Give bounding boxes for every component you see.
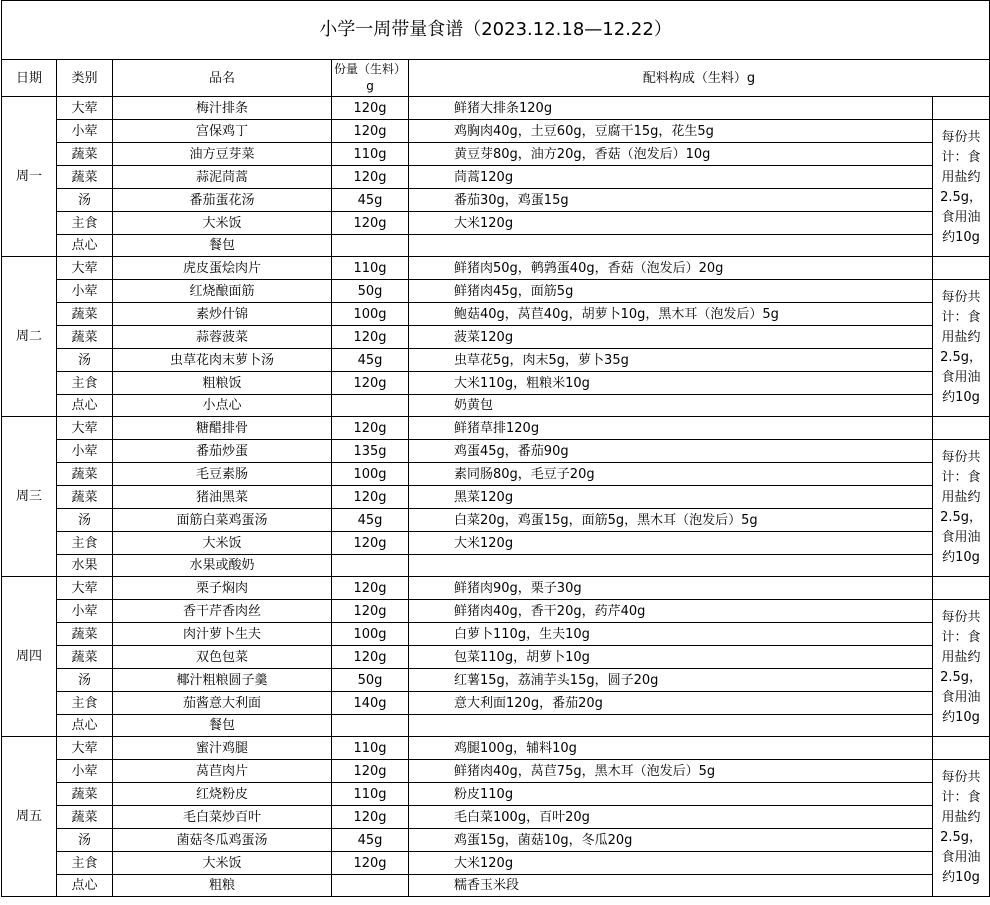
table-row — [2, 417, 990, 440]
dish-cell: 面筋白菜鸡蛋汤 — [113, 509, 332, 532]
dish-cell: 粗粮饭 — [113, 372, 332, 395]
table-row — [2, 349, 990, 372]
category-cell: 大荤 — [57, 417, 113, 440]
table-row — [2, 463, 990, 486]
dish-cell: 肉汁萝卜生夫 — [113, 623, 332, 646]
portion-cell: 120g — [332, 417, 409, 440]
portion-cell: 120g — [332, 97, 409, 120]
ingredients-cell: 大米120g — [409, 532, 933, 555]
table-row — [2, 166, 990, 189]
portion-cell: 120g — [332, 760, 409, 783]
dish-cell: 梅汁排条 — [113, 97, 332, 120]
portion-cell: 45g — [332, 509, 409, 532]
header-ingredients: 配料构成（生料）g — [409, 60, 990, 97]
table-row — [2, 486, 990, 509]
ingredients-cell: 毛白菜100g，百叶20g — [409, 806, 933, 829]
header-portion: 份量（生料）g — [332, 60, 409, 97]
ingredients-cell: 包菜110g，胡萝卜10g — [409, 646, 933, 669]
ingredients-cell: 鲜猪大排条120g — [409, 97, 933, 120]
portion-cell — [332, 555, 409, 577]
dish-cell: 餐包 — [113, 235, 332, 257]
ingredients-cell: 鲍菇40g，莴苣40g，胡萝卜10g，黑木耳（泡发后）5g — [409, 303, 933, 326]
category-cell: 蔬菜 — [57, 303, 113, 326]
portion-cell: 120g — [332, 212, 409, 235]
dish-cell: 粗粮 — [113, 875, 332, 897]
header-date: 日期 — [2, 60, 57, 97]
dish-cell: 香干芹香肉丝 — [113, 600, 332, 623]
category-cell: 点心 — [57, 395, 113, 417]
ingredients-cell: 黄豆芽80g，油方20g，香菇（泡发后）10g — [409, 143, 933, 166]
table-row — [2, 783, 990, 806]
portion-cell: 45g — [332, 829, 409, 852]
category-cell: 小荤 — [57, 600, 113, 623]
ingredients-cell: 鸡蛋15g，菌菇10g，冬瓜20g — [409, 829, 933, 852]
ingredients-cell: 鲜猪肉40g，香干20g，药芹40g — [409, 600, 933, 623]
portion-cell: 120g — [332, 806, 409, 829]
dish-cell: 毛豆素肠 — [113, 463, 332, 486]
dish-cell: 大米饭 — [113, 532, 332, 555]
nutrition-note: 每份共计：食用盐约2.5g，食用油约10g — [933, 440, 990, 577]
portion-cell: 135g — [332, 440, 409, 463]
table-row — [2, 97, 990, 120]
portion-cell: 120g — [332, 646, 409, 669]
header-row — [2, 60, 990, 97]
ingredients-cell: 菠菜120g — [409, 326, 933, 349]
dish-cell: 大米饭 — [113, 852, 332, 875]
dish-cell: 蒜蓉菠菜 — [113, 326, 332, 349]
category-cell: 小荤 — [57, 440, 113, 463]
dish-cell: 红烧酿面筋 — [113, 280, 332, 303]
note-spacer — [933, 417, 990, 440]
note-spacer — [933, 97, 990, 120]
table-row — [2, 600, 990, 623]
portion-cell: 140g — [332, 692, 409, 715]
dish-cell: 番茄炒蛋 — [113, 440, 332, 463]
day-label: 周五 — [2, 737, 57, 897]
table-row — [2, 280, 990, 303]
category-cell: 点心 — [57, 715, 113, 737]
ingredients-cell — [409, 555, 933, 577]
category-cell: 大荤 — [57, 97, 113, 120]
dish-cell: 大米饭 — [113, 212, 332, 235]
portion-cell: 50g — [332, 280, 409, 303]
ingredients-cell: 鸡蛋45g，番茄90g — [409, 440, 933, 463]
category-cell: 主食 — [57, 212, 113, 235]
dish-cell: 椰汁粗粮圆子羹 — [113, 669, 332, 692]
dish-cell: 油方豆芽菜 — [113, 143, 332, 166]
category-cell: 小荤 — [57, 760, 113, 783]
table-row — [2, 875, 990, 897]
table-row — [2, 212, 990, 235]
portion-cell: 120g — [332, 852, 409, 875]
ingredients-cell: 番茄30g，鸡蛋15g — [409, 189, 933, 212]
table-row — [2, 509, 990, 532]
category-cell: 蔬菜 — [57, 463, 113, 486]
category-cell: 汤 — [57, 669, 113, 692]
ingredients-cell: 大米120g — [409, 212, 933, 235]
ingredients-cell: 奶黄包 — [409, 395, 933, 417]
table-row — [2, 829, 990, 852]
ingredients-cell — [409, 235, 933, 257]
day-label: 周二 — [2, 257, 57, 417]
dish-cell: 双色包菜 — [113, 646, 332, 669]
category-cell: 主食 — [57, 692, 113, 715]
nutrition-note: 每份共计：食用盐约2.5g，食用油约10g — [933, 600, 990, 737]
dish-cell: 茄酱意大利面 — [113, 692, 332, 715]
dish-cell: 莴苣肉片 — [113, 760, 332, 783]
nutrition-note: 每份共计：食用盐约2.5g，食用油约10g — [933, 760, 990, 897]
category-cell: 小荤 — [57, 120, 113, 143]
dish-cell: 餐包 — [113, 715, 332, 737]
ingredients-cell: 鲜猪肉50g，鹌鹑蛋40g，香菇（泡发后）20g — [409, 257, 933, 280]
category-cell: 主食 — [57, 532, 113, 555]
ingredients-cell: 白萝卜110g，生夫10g — [409, 623, 933, 646]
table-row — [2, 669, 990, 692]
portion-cell: 45g — [332, 189, 409, 212]
portion-cell — [332, 395, 409, 417]
portion-cell: 45g — [332, 349, 409, 372]
table-row — [2, 143, 990, 166]
dish-cell: 水果或酸奶 — [113, 555, 332, 577]
ingredients-cell: 鲜猪肉45g，面筋5g — [409, 280, 933, 303]
ingredients-cell: 意大利面120g，番茄20g — [409, 692, 933, 715]
table-row — [2, 395, 990, 417]
table-row — [2, 440, 990, 463]
category-cell: 点心 — [57, 875, 113, 897]
category-cell: 汤 — [57, 509, 113, 532]
ingredients-cell: 鸡胸肉40g，土豆60g，豆腐干15g，花生5g — [409, 120, 933, 143]
dish-cell: 蒜泥茼蒿 — [113, 166, 332, 189]
portion-cell: 110g — [332, 783, 409, 806]
ingredients-cell: 鲜猪肉90g，栗子30g — [409, 577, 933, 600]
table-row — [2, 303, 990, 326]
portion-cell: 120g — [332, 577, 409, 600]
ingredients-cell: 鲜猪草排120g — [409, 417, 933, 440]
category-cell: 主食 — [57, 852, 113, 875]
category-cell: 蔬菜 — [57, 646, 113, 669]
table-row — [2, 852, 990, 875]
day-label: 周一 — [2, 97, 57, 257]
ingredients-cell: 粉皮110g — [409, 783, 933, 806]
nutrition-note: 每份共计：食用盐约2.5g，食用油约10g — [933, 280, 990, 417]
category-cell: 大荤 — [57, 737, 113, 760]
category-cell: 蔬菜 — [57, 326, 113, 349]
dish-cell: 蜜汁鸡腿 — [113, 737, 332, 760]
table-row — [2, 326, 990, 349]
nutrition-note: 每份共计：食用盐约2.5g，食用油约10g — [933, 120, 990, 257]
table-row — [2, 646, 990, 669]
dish-cell: 猪油黑菜 — [113, 486, 332, 509]
portion-cell — [332, 235, 409, 257]
ingredients-cell: 虫草花5g，肉末5g，萝卜35g — [409, 349, 933, 372]
dish-cell: 小点心 — [113, 395, 332, 417]
portion-cell: 120g — [332, 532, 409, 555]
ingredients-cell: 红薯15g，荔浦芋头15g，圆子20g — [409, 669, 933, 692]
ingredients-cell: 黑菜120g — [409, 486, 933, 509]
table-row — [2, 189, 990, 212]
category-cell: 大荤 — [57, 577, 113, 600]
portion-cell — [332, 715, 409, 737]
table-row — [2, 257, 990, 280]
ingredients-cell — [409, 715, 933, 737]
ingredients-cell: 鲜猪肉40g，莴苣75g，黑木耳（泡发后）5g — [409, 760, 933, 783]
table-row — [2, 737, 990, 760]
table-row — [2, 120, 990, 143]
dish-cell: 毛白菜炒百叶 — [113, 806, 332, 829]
header-category: 类别 — [57, 60, 113, 97]
portion-cell: 100g — [332, 463, 409, 486]
table-row — [2, 555, 990, 577]
ingredients-cell: 糯香玉米段 — [409, 875, 933, 897]
portion-cell — [332, 875, 409, 897]
ingredients-cell: 素同肠80g，毛豆子20g — [409, 463, 933, 486]
portion-cell: 100g — [332, 303, 409, 326]
ingredients-cell: 白菜20g，鸡蛋15g，面筋5g，黑木耳（泡发后）5g — [409, 509, 933, 532]
category-cell: 水果 — [57, 555, 113, 577]
dish-cell: 虫草花肉末萝卜汤 — [113, 349, 332, 372]
dish-cell: 虎皮蛋烩肉片 — [113, 257, 332, 280]
dish-cell: 番茄蛋花汤 — [113, 189, 332, 212]
portion-cell: 120g — [332, 600, 409, 623]
category-cell: 汤 — [57, 349, 113, 372]
ingredients-cell: 大米120g — [409, 852, 933, 875]
table-row — [2, 577, 990, 600]
portion-cell: 120g — [332, 166, 409, 189]
table-row — [2, 760, 990, 783]
portion-cell: 120g — [332, 326, 409, 349]
category-cell: 蔬菜 — [57, 783, 113, 806]
category-cell: 蔬菜 — [57, 166, 113, 189]
portion-cell: 120g — [332, 120, 409, 143]
note-spacer — [933, 577, 990, 600]
note-spacer — [933, 737, 990, 760]
table-row — [2, 806, 990, 829]
ingredients-cell: 大米110g，粗粮米10g — [409, 372, 933, 395]
ingredients-cell: 茼蒿120g — [409, 166, 933, 189]
table-row — [2, 235, 990, 257]
dish-cell: 栗子焖肉 — [113, 577, 332, 600]
dish-cell: 素炒什锦 — [113, 303, 332, 326]
page-title: 小学一周带量食谱（2023.12.18—12.22） — [2, 1, 990, 60]
category-cell: 汤 — [57, 829, 113, 852]
header-dish: 品名 — [113, 60, 332, 97]
category-cell: 蔬菜 — [57, 623, 113, 646]
menu-table — [1, 0, 990, 897]
dish-cell: 糖醋排骨 — [113, 417, 332, 440]
dish-cell: 宫保鸡丁 — [113, 120, 332, 143]
table-row — [2, 532, 990, 555]
dish-cell: 红烧粉皮 — [113, 783, 332, 806]
table-row — [2, 372, 990, 395]
category-cell: 大荤 — [57, 257, 113, 280]
portion-cell: 110g — [332, 257, 409, 280]
category-cell: 汤 — [57, 189, 113, 212]
portion-cell: 50g — [332, 669, 409, 692]
day-label: 周四 — [2, 577, 57, 737]
ingredients-cell: 鸡腿100g，辅料10g — [409, 737, 933, 760]
category-cell: 蔬菜 — [57, 806, 113, 829]
portion-cell: 110g — [332, 737, 409, 760]
portion-cell: 100g — [332, 623, 409, 646]
day-label: 周三 — [2, 417, 57, 577]
note-spacer — [933, 257, 990, 280]
portion-cell: 110g — [332, 143, 409, 166]
category-cell: 蔬菜 — [57, 143, 113, 166]
dish-cell: 菌菇冬瓜鸡蛋汤 — [113, 829, 332, 852]
table-row — [2, 715, 990, 737]
category-cell: 主食 — [57, 372, 113, 395]
table-row — [2, 692, 990, 715]
table-row — [2, 623, 990, 646]
category-cell: 点心 — [57, 235, 113, 257]
category-cell: 蔬菜 — [57, 486, 113, 509]
portion-cell: 120g — [332, 372, 409, 395]
portion-cell: 120g — [332, 486, 409, 509]
category-cell: 小荤 — [57, 280, 113, 303]
